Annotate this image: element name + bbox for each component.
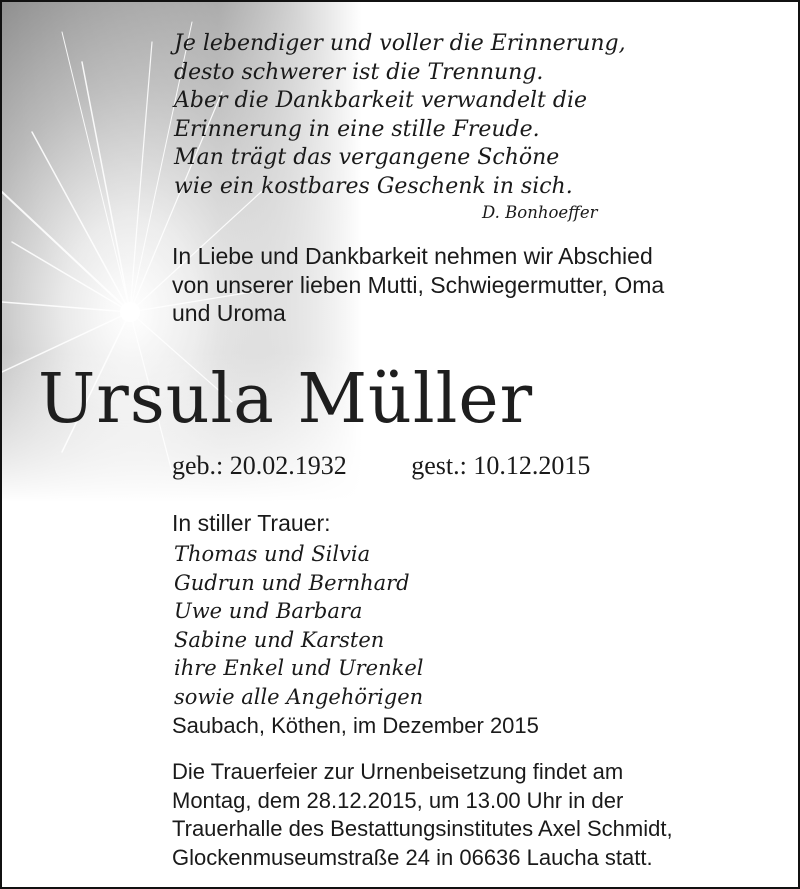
funeral-line: Montag, dem 28.12.2015, um 13.00 Uhr in der xyxy=(172,787,624,813)
mourner-entry: sowie alle Angehörigen xyxy=(174,684,424,709)
funeral-details xyxy=(172,758,772,872)
intro-text xyxy=(172,242,772,328)
mourner-entry: Sabine und Karsten xyxy=(174,627,385,652)
funeral-line: Die Trauerfeier zur Urnenbeisetzung findet am xyxy=(172,759,624,784)
quote-line: wie ein kostbares Geschenk in sich. xyxy=(174,173,573,199)
death-date: gest.: 10.12.2015 xyxy=(411,451,591,480)
intro-line: und Uroma xyxy=(172,300,286,326)
deceased-name: Ursula Müller xyxy=(38,360,534,439)
mourners-list xyxy=(174,540,424,711)
mourner-entry: Thomas und Silvia xyxy=(174,542,371,566)
intro-line: In Liebe und Dankbarkeit nehmen wir Abschied xyxy=(172,243,653,269)
place-and-date: Saubach, Köthen, im Dezember 2015 xyxy=(172,713,539,738)
funeral-line: Trauerhalle des Bestattungsinstitutes Axel Schmidt, xyxy=(172,816,673,841)
intro-line: von unserer lieben Mutti, Schwiegermutter, Oma xyxy=(172,271,665,298)
mourner-entry: Uwe und Barbara xyxy=(174,599,363,623)
quote-line: Aber die Dankbarkeit verwandelt die xyxy=(174,88,588,113)
quote-line: Man trägt das vergangene Schöne xyxy=(174,145,560,170)
life-dates xyxy=(172,451,590,481)
quote-line: Je lebendiger und voller die Erinnerung, xyxy=(174,31,626,56)
mourner-entry: ihre Enkel und Urenkel xyxy=(174,656,424,680)
quote xyxy=(174,30,734,201)
quote-author: D. Bonhoeffer xyxy=(482,203,598,222)
quote-line: Erinnerung in eine stille Freude. xyxy=(174,116,540,142)
funeral-line: Glockenmuseumstraße 24 in 06636 Laucha statt. xyxy=(172,844,653,870)
mourners-heading: In stiller Trauer: xyxy=(172,510,331,536)
mourner-entry: Gudrun und Bernhard xyxy=(174,570,410,595)
birth-date: geb.: 20.02.1932 xyxy=(172,451,347,480)
quote-line: desto schwerer ist die Trennung. xyxy=(174,59,544,85)
